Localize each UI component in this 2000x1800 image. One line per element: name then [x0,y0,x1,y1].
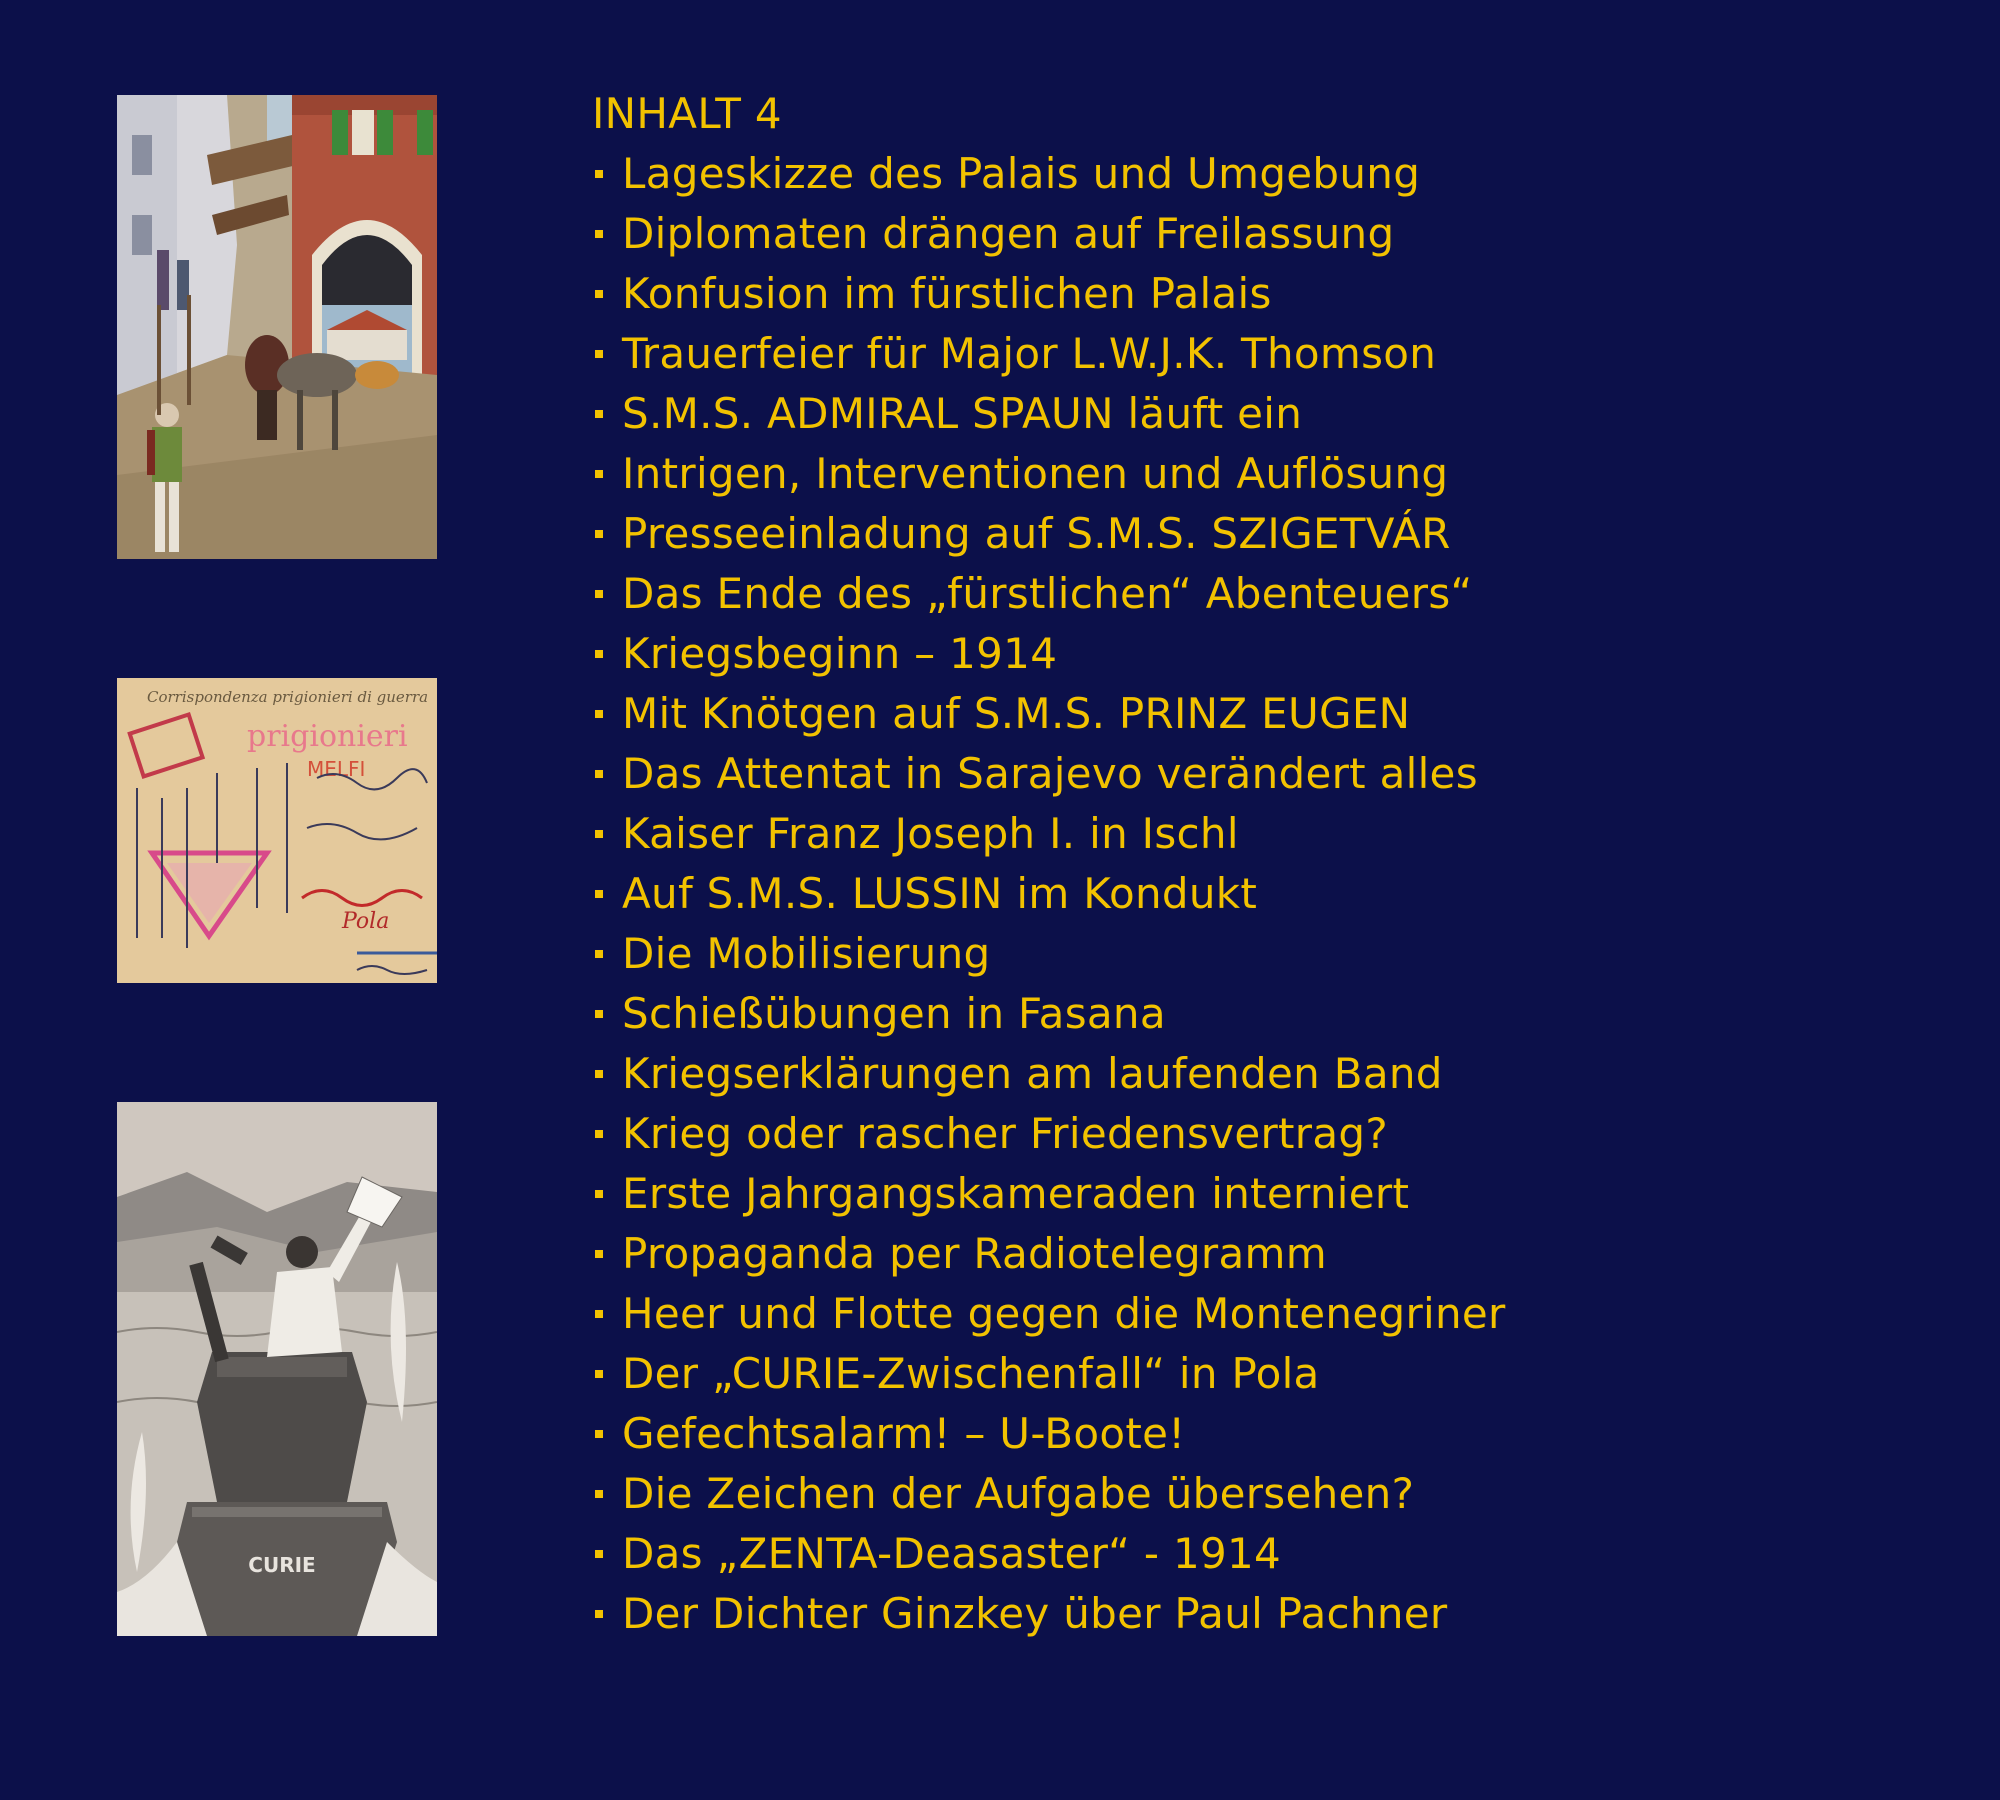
toc-item [592,684,1506,744]
toc-item [592,1584,1506,1644]
toc-item [592,804,1506,864]
toc-item-text: Kriegserklärungen am laufenden Band [622,1049,1443,1098]
toc-item-text: Presseeinladung auf S.M.S. SZIGETVÁR [622,509,1451,558]
bullet-icon [595,830,603,838]
submarine-image [117,1102,437,1636]
toc-title: INHALT 4 [592,89,782,138]
bullet-icon [595,710,603,718]
bullet-icon [595,1370,603,1378]
toc-item [592,204,1506,264]
bullet-icon [595,350,603,358]
toc-item [592,1224,1506,1284]
bullet-icon [595,1070,603,1078]
toc-list [592,144,1506,1644]
toc-item-text: Die Zeichen der Aufgabe übersehen? [622,1469,1415,1518]
bullet-icon [595,1250,603,1258]
svg-text:prigionieri: prigionieri [247,719,408,754]
toc-item-text: Das „ZENTA-Deasaster“ - 1914 [622,1529,1282,1578]
postcard-stamp-text: MELFI [307,757,366,781]
bullet-icon [595,1130,603,1138]
submarine-illustration [117,1102,437,1636]
toc-item-text: Krieg oder rascher Friedensvertrag? [622,1109,1388,1158]
toc-item-text: Auf S.M.S. LUSSIN im Kondukt [622,869,1258,918]
toc-item [592,324,1506,384]
toc-item [592,264,1506,324]
bullet-icon [595,1010,603,1018]
toc-item-text: Intrigen, Interventionen und Auflösung [622,449,1449,498]
toc-item-text: Lageskizze des Palais und Umgebung [622,149,1421,198]
toc-item [592,1164,1506,1224]
toc-item-text: Kaiser Franz Joseph I. in Ischl [622,809,1239,858]
toc-item-text: Die Mobilisierung [622,929,991,978]
bullet-icon [595,170,603,178]
bullet-icon [595,1610,603,1618]
toc-item-text: Konfusion im fürstlichen Palais [622,269,1272,318]
street-scene-illustration [117,95,437,559]
bullet-icon [595,950,603,958]
toc-item-text: Propaganda per Radiotelegramm [622,1229,1327,1278]
bullet-icon [595,590,603,598]
toc-item-text: Kriegsbeginn – 1914 [622,629,1058,678]
toc-item-text: Der „CURIE-Zwischenfall“ in Pola [622,1349,1320,1398]
postcard-image [117,678,437,983]
table-of-contents [592,84,1506,1644]
toc-item-text: Mit Knötgen auf S.M.S. PRINZ EUGEN [622,689,1411,738]
bullet-icon [595,290,603,298]
toc-item-text: Diplomaten drängen auf Freilassung [622,209,1395,258]
toc-item-text: Trauerfeier für Major L.W.J.K. Thomson [622,329,1437,378]
toc-item [592,1524,1506,1584]
toc-item [592,1104,1506,1164]
toc-item [592,504,1506,564]
toc-item [592,624,1506,684]
toc-item [592,1044,1506,1104]
toc-item-text: Das Attentat in Sarajevo verändert alles [622,749,1478,798]
postcard-header-text: Corrispondenza prigionieri di guerra [147,688,429,706]
toc-item [592,864,1506,924]
toc-item [592,924,1506,984]
bullet-icon [595,770,603,778]
toc-item-text: Heer und Flotte gegen die Montenegriner [622,1289,1506,1338]
postcard-pola-text: Pola [342,909,390,934]
toc-item-text: Der Dichter Ginzkey über Paul Pachner [622,1589,1448,1638]
bullet-icon [595,1190,603,1198]
bullet-icon [595,1550,603,1558]
toc-item [592,1404,1506,1464]
bullet-icon [595,1310,603,1318]
toc-item-text: S.M.S. ADMIRAL SPAUN läuft ein [622,389,1303,438]
toc-item [592,444,1506,504]
submarine-hull-label: CURIE [248,1553,316,1577]
toc-item-text: Erste Jahrgangskameraden interniert [622,1169,1410,1218]
bullet-icon [595,1430,603,1438]
bullet-icon [595,650,603,658]
toc-item [592,564,1506,624]
postcard-illustration [117,678,437,983]
toc-item [592,984,1506,1044]
toc-item-text: Gefechtsalarm! – U-Boote! [622,1409,1186,1458]
toc-item [592,1344,1506,1404]
bullet-icon [595,890,603,898]
toc-item-text: Das Ende des „fürstlichen“ Abenteuers“ [622,569,1473,618]
bullet-icon [595,470,603,478]
toc-item-text: Schießübungen in Fasana [622,989,1166,1038]
bullet-icon [595,410,603,418]
toc-item [592,384,1506,444]
bullet-icon [595,230,603,238]
toc-item [592,744,1506,804]
toc-item [592,144,1506,204]
bullet-icon [595,1490,603,1498]
bullet-icon [595,530,603,538]
toc-item [592,1464,1506,1524]
toc-item [592,1284,1506,1344]
street-scene-image [117,95,437,559]
